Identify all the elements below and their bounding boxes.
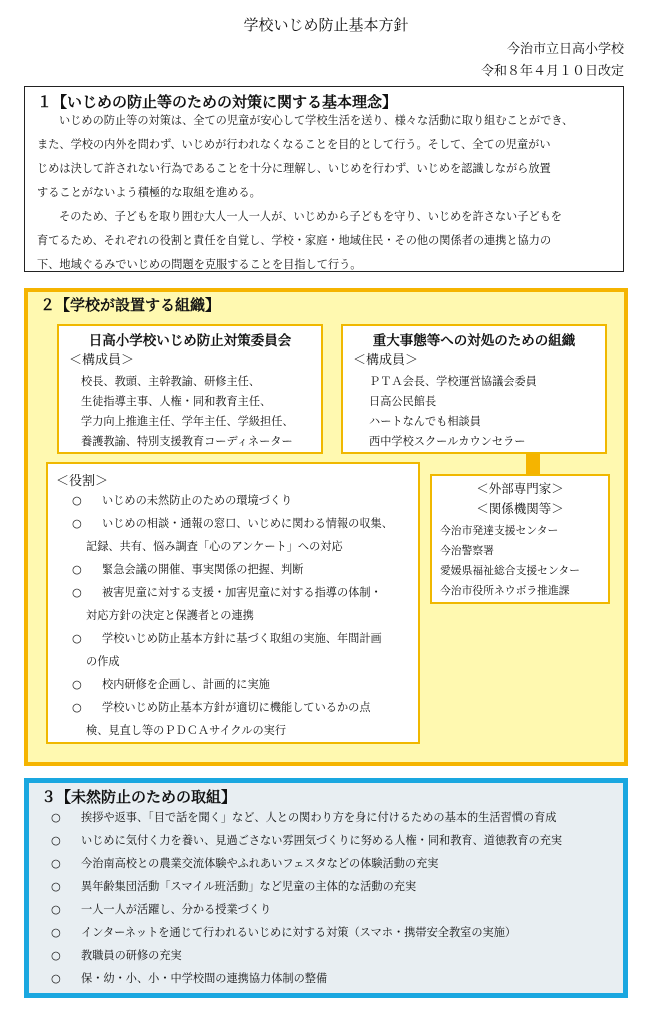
role-text: 検、見直し等のＰＤＣＡサイクルの実行 (86, 724, 287, 737)
circle-icon: ○ (51, 880, 61, 893)
external-experts-label: ＜外部専門家＞ (476, 481, 564, 496)
serious-member-line: ハートなんでも相談員 (369, 415, 481, 428)
circle-icon: ○ (72, 701, 82, 714)
serious-member-line: 日高公民館長 (369, 395, 437, 408)
paragraph-line: また、学校の内外を問わず、いじめが行われなくなることを目的として行う。そして、全ての児童がい (37, 138, 551, 151)
role-text: の作成 (86, 655, 120, 668)
role-item (72, 492, 292, 508)
committee-box (57, 324, 323, 454)
role-item (72, 722, 286, 738)
role-text: 校内研修を企画し、計画的に実施 (102, 678, 270, 691)
role-item (72, 607, 254, 623)
circle-icon: ○ (51, 811, 61, 824)
role-item (72, 584, 382, 600)
external-line: 今治市発達支援センター (440, 524, 559, 537)
circle-icon: ○ (51, 926, 61, 939)
role-text: いじめの未然防止のための環境づくり (102, 494, 293, 507)
related-agencies-label: ＜関係機関等＞ (476, 501, 564, 516)
paragraph-line: 育てるため、それぞれの役割と責任を自覚し、学校・家庭・地域住民・その他の関係者の連携と協力の (37, 234, 552, 247)
prevention-text: 今治南高校との農業交流体験やふれあいフェスタなどの体験活動の充実 (81, 857, 439, 870)
paragraph-line: そのため、子どもを取り囲む大人一人一人が、いじめから子どもを守り、いじめを許さない子どもを (59, 210, 562, 223)
prevention-text: 異年齢集団活動「スマイル班活動」など児童の主体的な活動の充実 (81, 880, 417, 893)
role-item (72, 676, 270, 692)
prevention-item (51, 855, 438, 871)
role-text: 学校いじめ防止基本方針に基づく取組の実施、年間計画 (102, 632, 382, 645)
committee-member-line: 養護教諭、特別支援教育コーディネーター (81, 435, 293, 448)
committee-title: 日高小学校いじめ防止対策委員会 (88, 333, 292, 349)
role-item (72, 538, 343, 554)
prevention-item (51, 809, 556, 825)
external-line: 今治警察署 (440, 544, 494, 557)
paragraph-line: することがないよう積極的な取組を進める。 (37, 186, 261, 199)
committee-member-line: 生徒指導主事、人権・同和教育主任、 (81, 395, 272, 408)
prevention-item (51, 901, 271, 917)
section1-paragraph2 (37, 205, 613, 277)
paragraph-line: 下、地域ぐるみでいじめの問題を克服することを目指して行う。 (37, 258, 362, 271)
document-title: 学校いじめ防止基本方針 (243, 16, 409, 34)
role-item (72, 699, 371, 715)
external-line: 今治市役所ネウボラ推進課 (440, 584, 570, 597)
section1-heading: １【いじめの防止等のための対策に関する基本理念】 (37, 93, 398, 111)
role-text: 緊急会議の開催、事実関係の把握、判断 (102, 563, 304, 576)
prevention-item (51, 924, 516, 940)
prevention-text: インターネットを通じて行われるいじめに対する対策（スマホ・携帯安全教室の実施） (81, 926, 517, 939)
role-text: 記録、共有、悩み調査「心のアンケート」への対応 (86, 540, 343, 553)
role-item (72, 515, 393, 531)
role-text: 学校いじめ防止基本方針が適切に機能しているかの点 (102, 701, 371, 714)
prevention-item (51, 970, 327, 986)
circle-icon: ○ (51, 972, 61, 985)
section-prevention-efforts (24, 778, 628, 998)
circle-icon: ○ (51, 949, 61, 962)
external-experts-box (430, 474, 610, 604)
role-item (72, 630, 382, 646)
circle-icon: ○ (72, 586, 82, 599)
prevention-text: 保・幼・小、小・中学校間の連携協力体制の整備 (81, 972, 328, 985)
serious-member-line: ＰＴＡ会長、学校運営協議会委員 (369, 375, 537, 388)
serious-incident-title: 重大事態等への対処のための組織 (372, 333, 576, 349)
roles-label: ＜役割＞ (56, 474, 109, 489)
circle-icon: ○ (72, 494, 82, 507)
role-text: 被害児童に対する支援・加害児童に対する指導の体制・ (102, 586, 382, 599)
prevention-text: 挨拶や返事、「目で話を聞く」など、人との関わり方を身に付けるための基本的生活習慣の育成 (81, 811, 557, 824)
role-item (72, 653, 120, 669)
prevention-item (51, 832, 562, 848)
paragraph-line: じめは決して許されない行為であることを十分に理解し、いじめを行わず、いじめを認識しながら放置 (37, 162, 551, 175)
circle-icon: ○ (72, 632, 82, 645)
committee-members-label: ＜構成員＞ (69, 353, 135, 368)
prevention-text: 一人一人が活躍し、分かる授業づくり (81, 903, 272, 916)
circle-icon: ○ (72, 563, 82, 576)
section2-heading: ２【学校が設置する組織】 (40, 296, 221, 314)
serious-members-label: ＜構成員＞ (353, 353, 419, 368)
serious-incident-box (341, 324, 607, 454)
prevention-item (51, 878, 416, 894)
circle-icon: ○ (51, 834, 61, 847)
role-item (72, 561, 303, 577)
section1-paragraph1 (37, 109, 613, 205)
circle-icon: ○ (51, 903, 61, 916)
section-school-organizations (24, 288, 628, 766)
external-line: 愛媛県福祉総合支援センター (440, 564, 580, 577)
section3-heading: ３【未然防止のための取組】 (41, 788, 237, 806)
circle-icon: ○ (51, 857, 61, 870)
revision-date: 令和８年４月１０日改定 (480, 64, 624, 79)
circle-icon: ○ (72, 517, 82, 530)
prevention-text: いじめに気付く力を養い、見過ごさない雰囲気づくりに努める人権・同和教育、道徳教育の充実 (81, 834, 563, 847)
serious-member-line: 西中学校スクールカウンセラー (369, 435, 526, 448)
paragraph-line: いじめの防止等の対策は、全ての児童が安心して学校生活を送り、様々な活動に取り組むことができ、 (59, 114, 574, 127)
roles-box (46, 462, 420, 744)
school-name: 今治市立日高小学校 (506, 42, 624, 57)
prevention-text: 教職員の研修の充実 (81, 949, 182, 962)
circle-icon: ○ (72, 678, 82, 691)
committee-member-line: 学力向上推進主任、学年主任、学級担任、 (81, 415, 294, 428)
prevention-item (51, 947, 182, 963)
committee-member-line: 校長、教頭、主幹教諭、研修主任、 (81, 375, 261, 388)
section-basic-philosophy (24, 86, 624, 272)
role-text: 対応方針の決定と保護者との連携 (86, 609, 254, 622)
role-text: いじめの相談・通報の窓口、いじめに関わる情報の収集、 (102, 517, 393, 530)
